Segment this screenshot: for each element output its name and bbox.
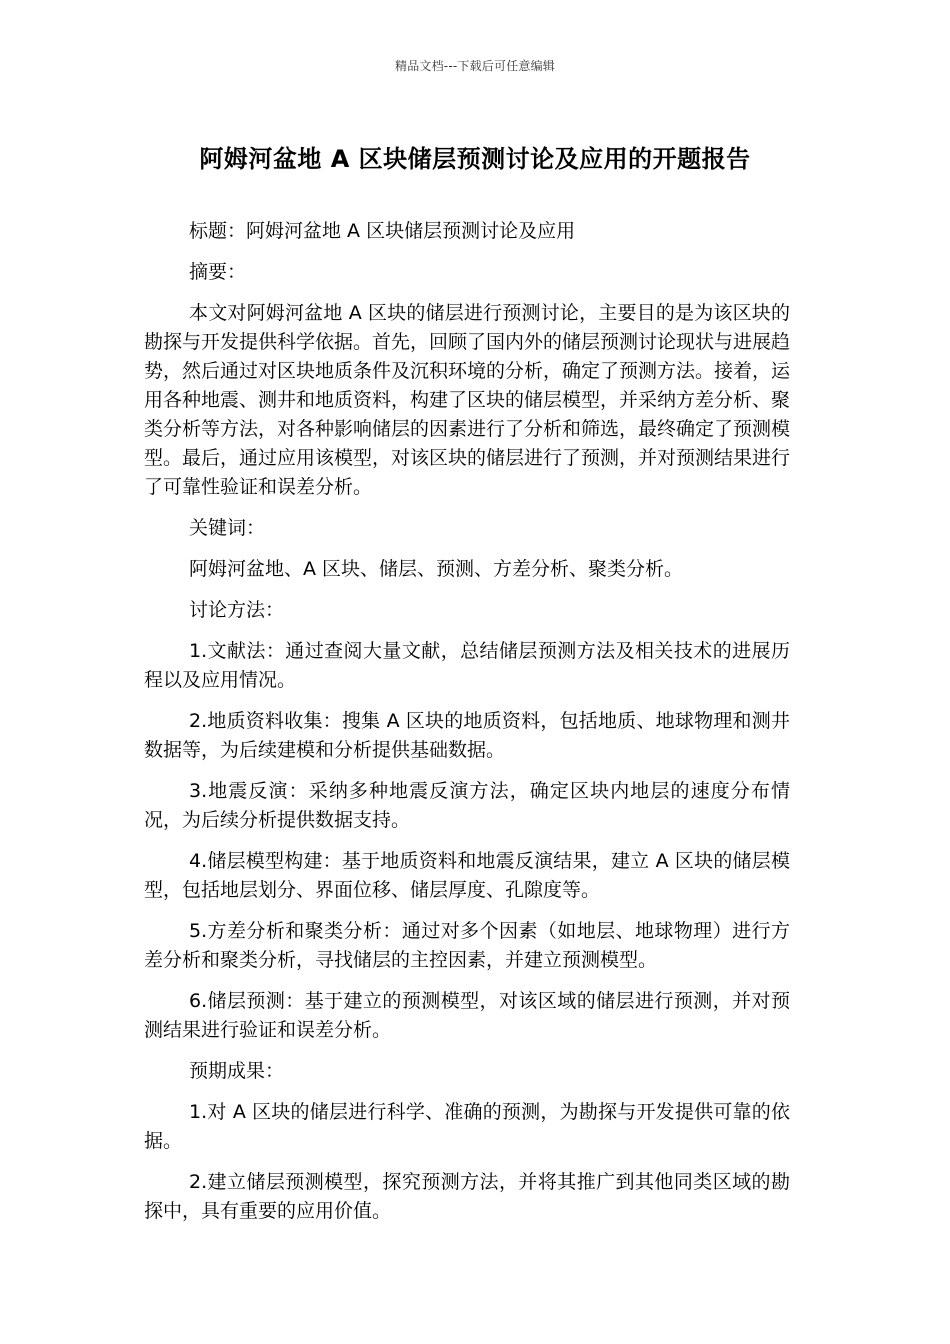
- keywords-heading: 关键词：: [189, 517, 266, 539]
- document-body: [144, 217, 790, 1238]
- keywords-list: 阿姆河盆地、A 区块、储层、预测、方差分析、聚类分析。: [189, 558, 684, 580]
- abstract-heading: 摘要：: [189, 261, 247, 283]
- outcome-item: 2.建立储层预测模型，探究预测方法，并将其推广到其他同类区域的勘探中，具有重要的应用价值。: [144, 1171, 790, 1222]
- abstract-paragraph: 本文对阿姆河盆地 A 区块的储层进行预测讨论，主要目的是为该区块的勘探与开发提供科学依据。首先，回顾了国内外的储层预测讨论现状与进展趋势，然后通过对区块地质条件及沉积环境的分析，确定了预测方法。接着，运用各种地震、测井和地质资料，构建了区块的储层模型，并采纳方差分析、聚类分析等方法，对各种影响储层的因素进行了分析和筛选，最终确定了预测模型。最后，通过应用该模型，对该区块的储层进行了预测，并对预测结果进行了可靠性验证和误差分析。: [144, 302, 791, 498]
- method-item: 3.地震反演：采纳多种地震反演方法，确定区块内地层的速度分布情况，为后续分析提供数据支持。: [144, 780, 790, 831]
- method-item: 5.方差分析和聚类分析：通过对多个因素（如地层、地球物理）进行方差分析和聚类分析，寻找储层的主控因素，并建立预测模型。: [144, 920, 790, 971]
- page-header: 精品文档---下载后可任意编辑: [395, 59, 555, 73]
- method-item: 2.地质资料收集：搜集 A 区块的地质资料，包括地质、地球物理和测井数据等，为后续建模和分析提供基础数据。: [144, 710, 790, 761]
- method-item: 4.储层模型构建：基于地质资料和地震反演结果，建立 A 区块的储层模型，包括地层划分、界面位移、储层厚度、孔隙度等。: [144, 850, 790, 901]
- document-title: 阿姆河盆地 A 区块储层预测讨论及应用的开题报告: [199, 145, 751, 173]
- subject-line: 标题：阿姆河盆地 A 区块储层预测讨论及应用: [189, 220, 576, 242]
- outcome-item: 1.对 A 区块的储层进行科学、准确的预测，为勘探与开发提供可靠的依据。: [144, 1101, 790, 1152]
- method-item: 1.文献法：通过查阅大量文献，总结储层预测方法及相关技术的进展历程以及应用情况。: [144, 640, 790, 691]
- outcomes-heading: 预期成果：: [189, 1060, 285, 1082]
- methods-heading: 讨论方法：: [189, 599, 285, 621]
- method-item: 6.储层预测：基于建立的预测模型，对该区域的储层进行预测，并对预测结果进行验证和误差分析。: [144, 990, 790, 1041]
